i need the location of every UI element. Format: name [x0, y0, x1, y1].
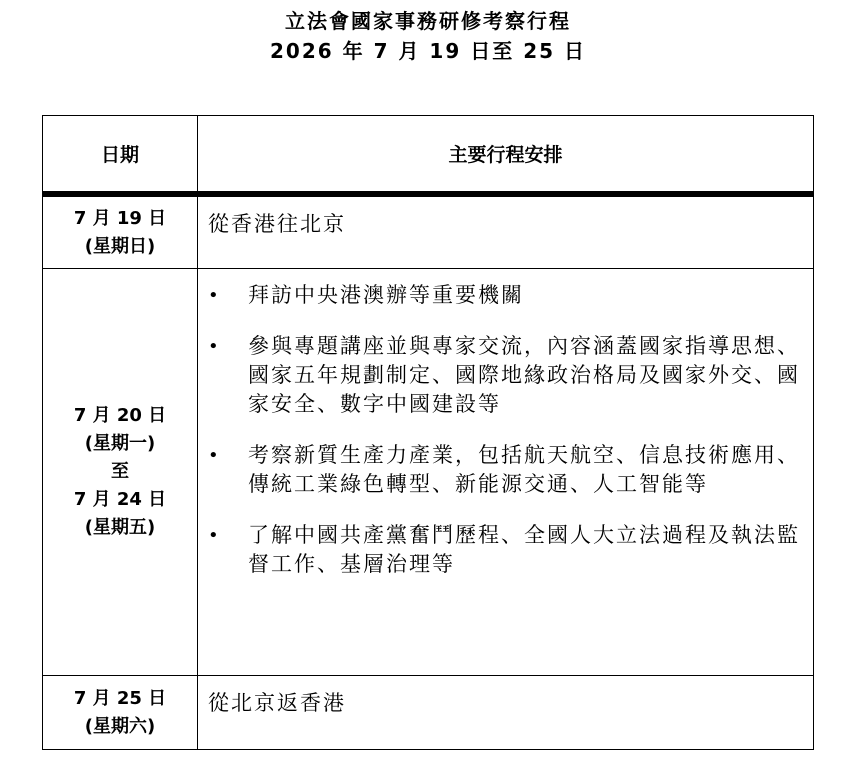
bullet-icon: • [208, 285, 219, 306]
title-dates: 2026 年 7 月 19 日至 25 日 [270, 39, 586, 63]
weekday-line: (星期六) [84, 715, 156, 737]
bullet-icon: • [208, 336, 219, 357]
schedule-table [42, 115, 814, 750]
list-item-text: 參與專題講座並與專家交流，內容涵蓋國家指導思想、國家五年規劃制定、國際地緣政治格局及國家外交、國家安全、數字中國建設等 [248, 334, 800, 416]
range-separator: 至 [111, 461, 129, 482]
list-item-text: 拜訪中央港澳辦等重要機關 [248, 283, 524, 307]
date-cell [43, 194, 198, 269]
date-line: 7 月 24 日 [73, 489, 167, 510]
date-cell [43, 269, 198, 676]
document-title [0, 6, 856, 66]
list-item [198, 332, 803, 419]
date-line: 7 月 20 日 [73, 405, 167, 426]
list-item [198, 441, 803, 499]
header-date: 日期 [43, 116, 198, 195]
plan-cell [198, 676, 814, 750]
weekday-line: (星期五) [84, 517, 156, 538]
plan-text: 從北京返香港 [208, 691, 346, 715]
weekday-line: (星期日) [84, 235, 156, 257]
list-item-text: 了解中國共產黨奮鬥歷程、全國人大立法過程及執法監督工作、基層治理等 [248, 523, 800, 576]
list-item-text: 考察新質生產力產業，包括航天航空、信息技術應用、傳統工業綠色轉型、新能源交通、人工智能等 [248, 443, 800, 496]
plan-cell [198, 269, 814, 676]
plan-text: 從香港往北京 [208, 212, 346, 236]
list-item [198, 281, 803, 310]
table-row [43, 676, 814, 750]
bullet-icon: • [208, 445, 219, 466]
title-main: 立法會國家事務研修考察行程 [285, 9, 571, 33]
header-plan: 主要行程安排 [198, 116, 814, 195]
table-row [43, 194, 814, 269]
bullet-icon: • [208, 525, 219, 546]
date-cell [43, 676, 198, 750]
date-line: 7 月 19 日 [73, 207, 167, 229]
itinerary-list [198, 269, 813, 579]
table-header-row [43, 116, 814, 195]
plan-cell [198, 194, 814, 269]
list-item [198, 521, 803, 579]
table-row [43, 269, 814, 676]
date-line: 7 月 25 日 [73, 687, 167, 709]
weekday-line: (星期一) [84, 433, 156, 454]
